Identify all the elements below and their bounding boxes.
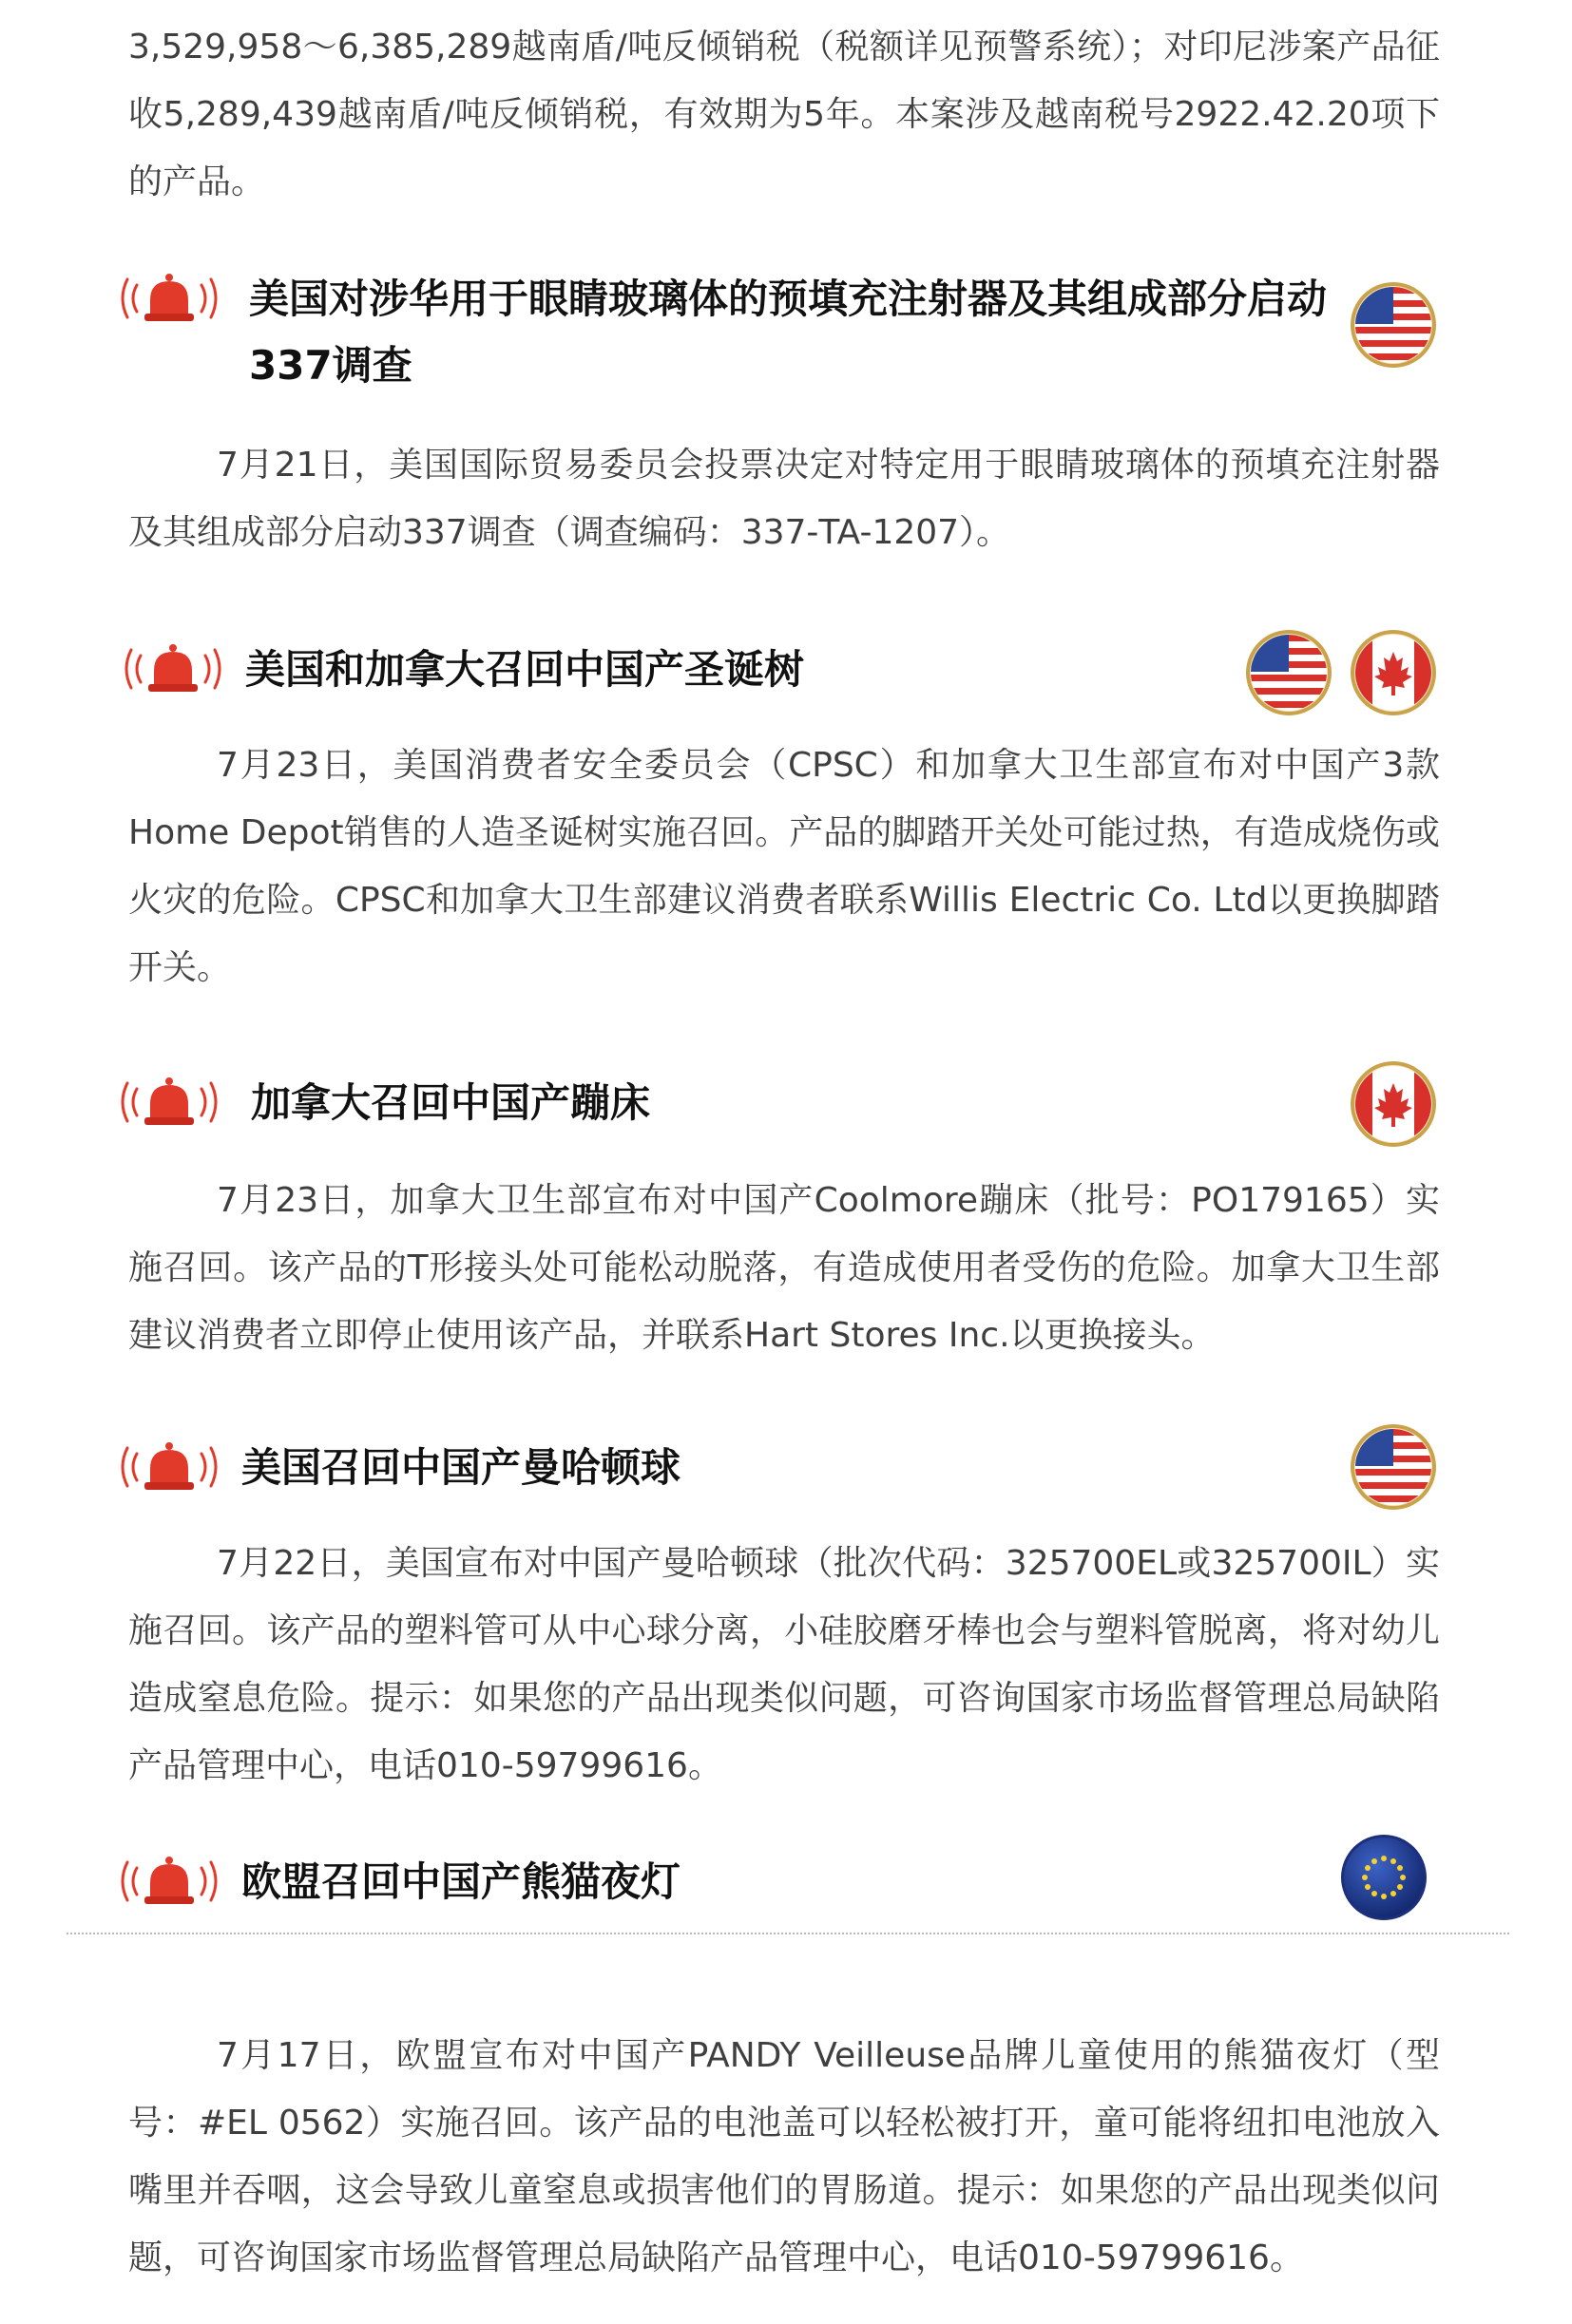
alarm-bell-icon xyxy=(116,1851,222,1912)
section-headline: 加拿大召回中国产蹦床 xyxy=(251,1079,651,1126)
us-flag-icon xyxy=(1350,281,1437,369)
us-flag-icon xyxy=(1245,629,1332,716)
section-body: 7月21日，美国国际贸易委员会投票决定对特定用于眼睛玻璃体的预填充注射器及其组成部分启动337调查（调查编码：337-TA-1207）。 xyxy=(128,446,1440,552)
section-headline: 美国和加拿大召回中国产圣诞树 xyxy=(245,646,805,693)
canada-flag-icon xyxy=(1350,629,1437,716)
alarm-bell-icon xyxy=(116,268,222,329)
section-body: 7月23日，美国消费者安全委员会（CPSC）和加拿大卫生部宣布对中国产3款Home Depot销售的人造圣诞树实施召回。产品的脚踏开关处可能过热，有造成烧伤或火灾的危险。CPSC和加拿大卫生部建议消费者联系Willis Electric Co. Ltd以更换脚踏开关。 xyxy=(128,746,1440,987)
alarm-bell-icon xyxy=(116,1437,222,1497)
section-headline: 美国召回中国产曼哈顿球 xyxy=(241,1444,681,1491)
canada-flag-icon xyxy=(1350,1060,1437,1148)
section-headline: 欧盟召回中国产熊猫夜灯 xyxy=(241,1858,681,1905)
section-body: 7月17日，欧盟宣布对中国产PANDY Veilleuse品牌儿童使用的熊猫夜灯（型号：#EL 0562）实施召回。该产品的电池盖可以轻松被打开，童可能将纽扣电池放入嘴里并吞咽，这会导致儿童窒息或损害他们的胃肠道。提示：如果您的产品出现类似问题，可咨询国家市场监督管理总局缺陷产品管理中心，电话010-59799616。 xyxy=(128,2036,1440,2277)
alarm-bell-icon xyxy=(116,1072,222,1133)
alarm-bell-icon xyxy=(120,638,226,699)
section-body: 7月23日，加拿大卫生部宣布对中国产Coolmore蹦床（批号：PO179165）实施召回。该产品的T形接头处可能松动脱落，有造成使用者受伤的危险。加拿大卫生部建议消费者立即停止使用该产品，并联系Hart Stores Inc.以更换接头。 xyxy=(128,1181,1440,1355)
intro-paragraph: 3,529,958～6,385,289越南盾/吨反倾销税（税额详见预警系统）；对印尼涉案产品征收5,289,439越南盾/吨反倾销税，有效期为5年。本案涉及越南税号2922.42.20项下的产品。 xyxy=(128,28,1440,201)
section-headline: 美国对涉华用于眼睛玻璃体的预填充注射器及其组成部分启动337调查 xyxy=(249,276,1328,389)
section-body: 7月22日，美国宣布对中国产曼哈顿球（批次代码：325700EL或325700IL）实施召回。该产品的塑料管可从中心球分离，小硅胶磨牙棒也会与塑料管脱离，将对幼儿造成窒息危险。提示：如果您的产品出现类似问题，可咨询国家市场监督管理总局缺陷产品管理中心，电话010-59799616。 xyxy=(128,1544,1440,1785)
eu-flag-icon xyxy=(1340,1834,1428,1921)
us-flag-icon xyxy=(1350,1423,1437,1511)
section-divider xyxy=(67,1933,1509,1934)
